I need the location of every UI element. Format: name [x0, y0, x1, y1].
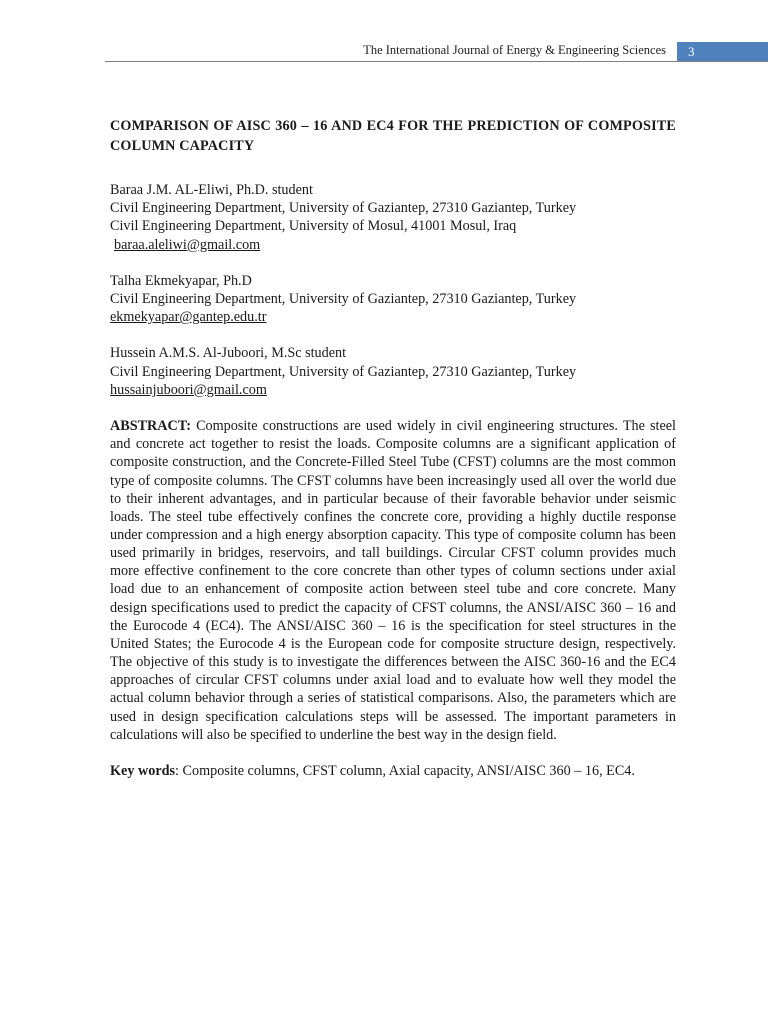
author-email-link[interactable]: baraa.aleliwi@gmail.com: [114, 236, 261, 253]
abstract-text: Composite constructions are used widely in civil engineering structures. The steel and concrete act together to resist the loads. Composite columns are a significant application of composite construction, and the Concrete-Filled Steel Tube (CFST) columns are the most common type of composite columns. The CFST columns have been increasingly used all over the world due to their inherent advantages, and in particular because of their favorable behavior under seismic loads. The steel tube effectively confines the concrete core, providing a highly ductile response under compression and a high energy absorption capacity. This type of composite column has been used primarily in bridges, reservoirs, and tall buildings. Circular CFST column provides much more effective confinement to the core concrete than other types of column sections under axial load due to an enhancement of composite action between steel tube and core concrete. Many design specifications used to predict the capacity of CFST columns, the ANSI/AISC 360 – 16 and the Eurocode 4 (EC4). The ANSI/AISC 360 – 16 is the specification for steel structures in the United States; the Eurocode 4 is the European code for composite structure design, respectively. The objective of this study is to investigate the differences between the AISC 360-16 and the EC4 approaches of circular CFST columns under axial load and to evaluate how well they model the actual column behavior through a series of statistical comparisons. Also, the parameters which are used in design specification calculations steps will be assessed. The important parameters in calculations will also be specified to underline the best way in the design field.: [110, 418, 676, 743]
author-affiliation: Civil Engineering Department, University of Mosul, 41001 Mosul, Iraq: [110, 218, 517, 235]
header-rule: [105, 61, 768, 62]
author-name: Baraa J.M. AL-Eliwi, Ph.D. student: [110, 182, 313, 198]
author-affiliation: Civil Engineering Department, University of Gaziantep, 27310 Gaziantep, Turkey: [110, 363, 577, 380]
running-header: [0, 42, 768, 62]
abstract-paragraph: [110, 417, 676, 744]
page-number: 3: [688, 44, 695, 59]
keywords-text: : Composite columns, CFST column, Axial capacity, ANSI/AISC 360 – 16, EC4.: [175, 762, 635, 779]
author-affiliation: Civil Engineering Department, University of Gaziantep, 27310 Gaziantep, Turkey: [110, 291, 577, 308]
keywords-label: Key words: [110, 762, 176, 779]
keywords-paragraph: [110, 762, 676, 780]
author-name: Talha Ekmekyapar, Ph.D: [110, 272, 252, 289]
author-name: Hussein A.M.S. Al-Juboori, M.Sc student: [110, 345, 347, 362]
journal-name: The International Journal of Energy & Engineering Sciences: [363, 43, 666, 57]
author-block-1: [110, 181, 676, 254]
paper-body: [110, 116, 676, 780]
abstract-label: ABSTRACT:: [110, 418, 191, 435]
author-block-3: [110, 344, 676, 399]
author-email-link[interactable]: hussainjuboori@gmail.com: [110, 381, 267, 398]
author-affiliation: Civil Engineering Department, University of Gaziantep, 27310 Gaziantep, Turkey: [110, 200, 577, 217]
paper-title: COMPARISON OF AISC 360 – 16 AND EC4 FOR THE PREDICTION OF COMPOSITE COLUMN CAPACITY: [110, 118, 676, 154]
page-number-badge: [677, 42, 768, 61]
author-email-link[interactable]: ekmekyapar@gantep.edu.tr: [110, 309, 267, 326]
author-block-2: [110, 272, 676, 327]
